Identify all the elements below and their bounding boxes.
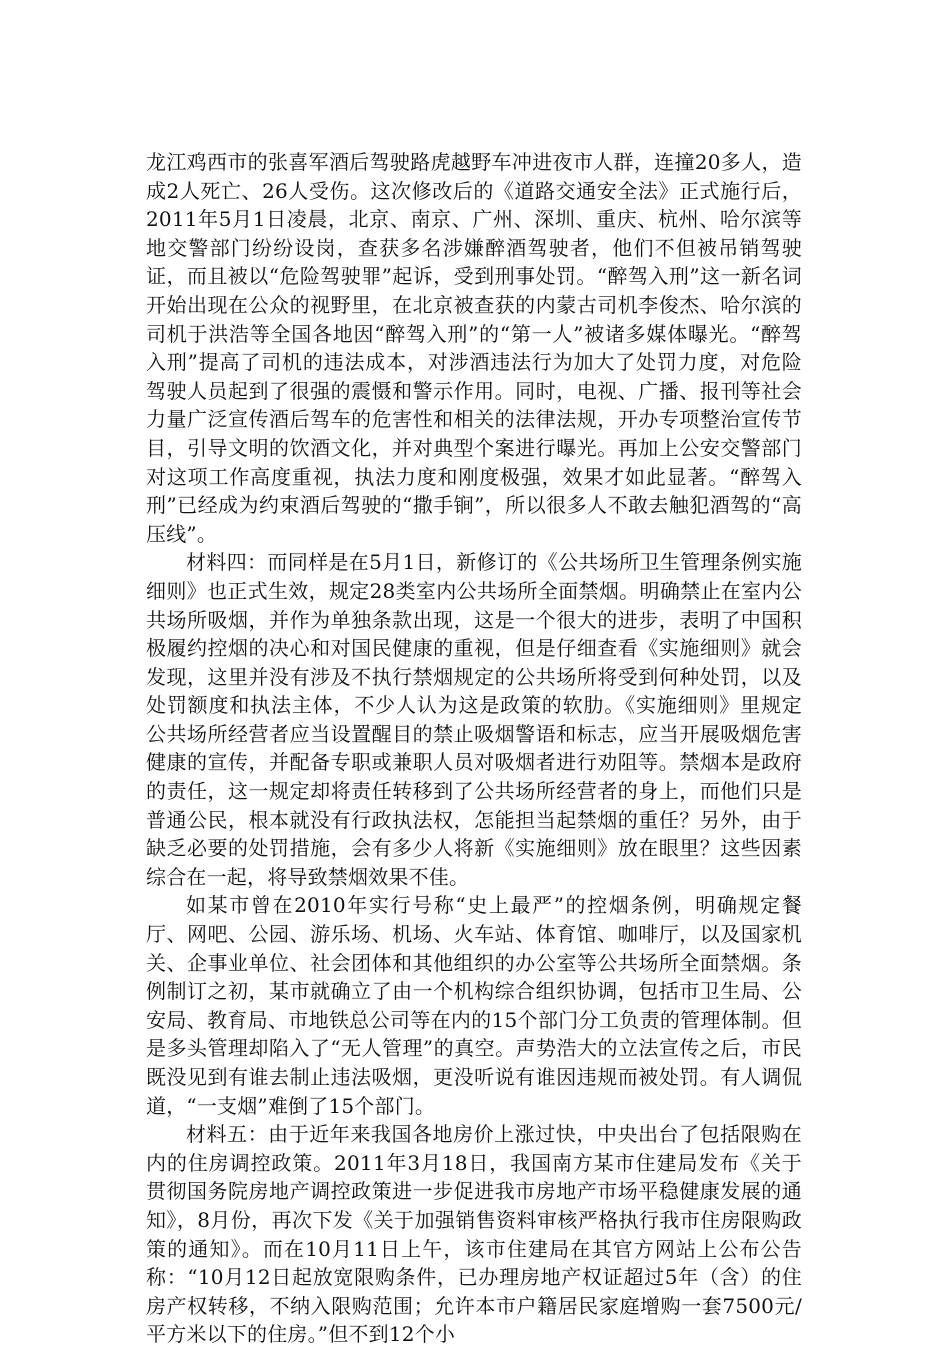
document-page bbox=[146, 148, 802, 1349]
paragraph-smoking-ban-city: 如某市曾在2010年实行号称“史上最严”的控烟条例，明确规定餐厅、网吧、公园、游乐场、机场、火车站、体育馆、咖啡厅，以及国家机关、企事业单位、社会团体和其他组织的办公室等公共场所全面禁烟。条例制订之初，某市就确立了由一个机构综合组织协调，包括市卫生局、公安局、教育局、市地铁总公司等在内的15个部门分工负责的管理体制。但是多头管理却陷入了“无人管理”的真空。声势浩大的立法宣传之后，市民既没见到有谁去制止违法吸烟，更没听说有谁因违规而被处罚。有人调侃道，“一支烟”难倒了15个部门。 bbox=[146, 893, 802, 1118]
paragraph-material-five: 材料五：由于近年来我国各地房价上涨过快，中央出台了包括限购在内的住房调控政策。2011年3月18日，我国南方某市住建局发布《关于贯彻国务院房地产调控政策进一步促进我市房地产市场平稳健康发展的通知》，8月份，再次下发《关于加强销售资料审核严格执行我市住房限购政策的通知》。而在10月11日上午，该市住建局在其官方网站上公布公告称：“10月12日起放宽限购条件，已办理房地产权证超过5年（含）的住房产权转移，不纳入限购范围；允许本市户籍居民家庭增购一套7500元/平方米以下的住房。”但不到12个小 bbox=[146, 1122, 802, 1347]
paragraph-material-four: 材料四：而同样是在5月1日，新修订的《公共场所卫生管理条例实施细则》也正式生效，规定28类室内公共场所全面禁烟。明确禁止在室内公共场所吸烟，并作为单独条款出现，这是一个很大的进步，表明了中国积极履约控烟的决心和对国民健康的重视，但是仔细查看《实施细则》就会发现，这里并没有涉及不执行禁烟规定的公共场所将受到何种处罚，以及处罚额度和执法主体，不少人认为这是政策的软肋。《实施细则》里规定公共场所经营者应当设置醒目的禁止吸烟警语和标志，应当开展吸烟危害健康的宣传，并配备专职或兼职人员对吸烟者进行劝阻等。禁烟本是政府的责任，这一规定却将责任转移到了公共场所经营者的身上，而他们只是普通公民，根本就没有行政执法权，怎能担当起禁烟的重任？另外，由于缺乏必要的处罚措施，会有多少人将新《实施细则》放在眼里？这些因素综合在一起，将导致禁烟效果不佳。 bbox=[146, 550, 802, 889]
paragraph-drunk-driving: 龙江鸡西市的张喜军酒后驾驶路虎越野车冲进夜市人群，连撞20多人，造成2人死亡、26人受伤。这次修改后的《道路交通安全法》正式施行后，2011年5月1日凌晨，北京、南京、广州、深圳、重庆、杭州、哈尔滨等地交警部门纷纷设岗，查获多名涉嫌醉酒驾驶者，他们不但被吊销驾驶证，而且被以“危险驾驶罪”起诉，受到刑事处罚。“醉驾入刑”这一新名词开始出现在公众的视野里，在北京被查获的内蒙古司机李俊杰、哈尔滨的司机于洪浩等全国各地因“醉驾入刑”的“第一人”被诸多媒体曝光。“醉驾入刑”提高了司机的违法成本，对涉酒违法行为加大了处罚力度，对危险驾驶人员起到了很强的震慑和警示作用。同时，电视、广播、报刊等社会力量广泛宣传酒后驾车的危害性和相关的法律法规，开办专项整治宣传节目，引导文明的饮酒文化，并对典型个案进行曝光。再加上公安交警部门对这项工作高度重视，执法力度和刚度极强，效果才如此显著。“醉驾入刑”已经成为约束酒后驾驶的“撒手锏”，所以很多人不敢去触犯酒驾的“高压线”。 bbox=[146, 150, 802, 546]
